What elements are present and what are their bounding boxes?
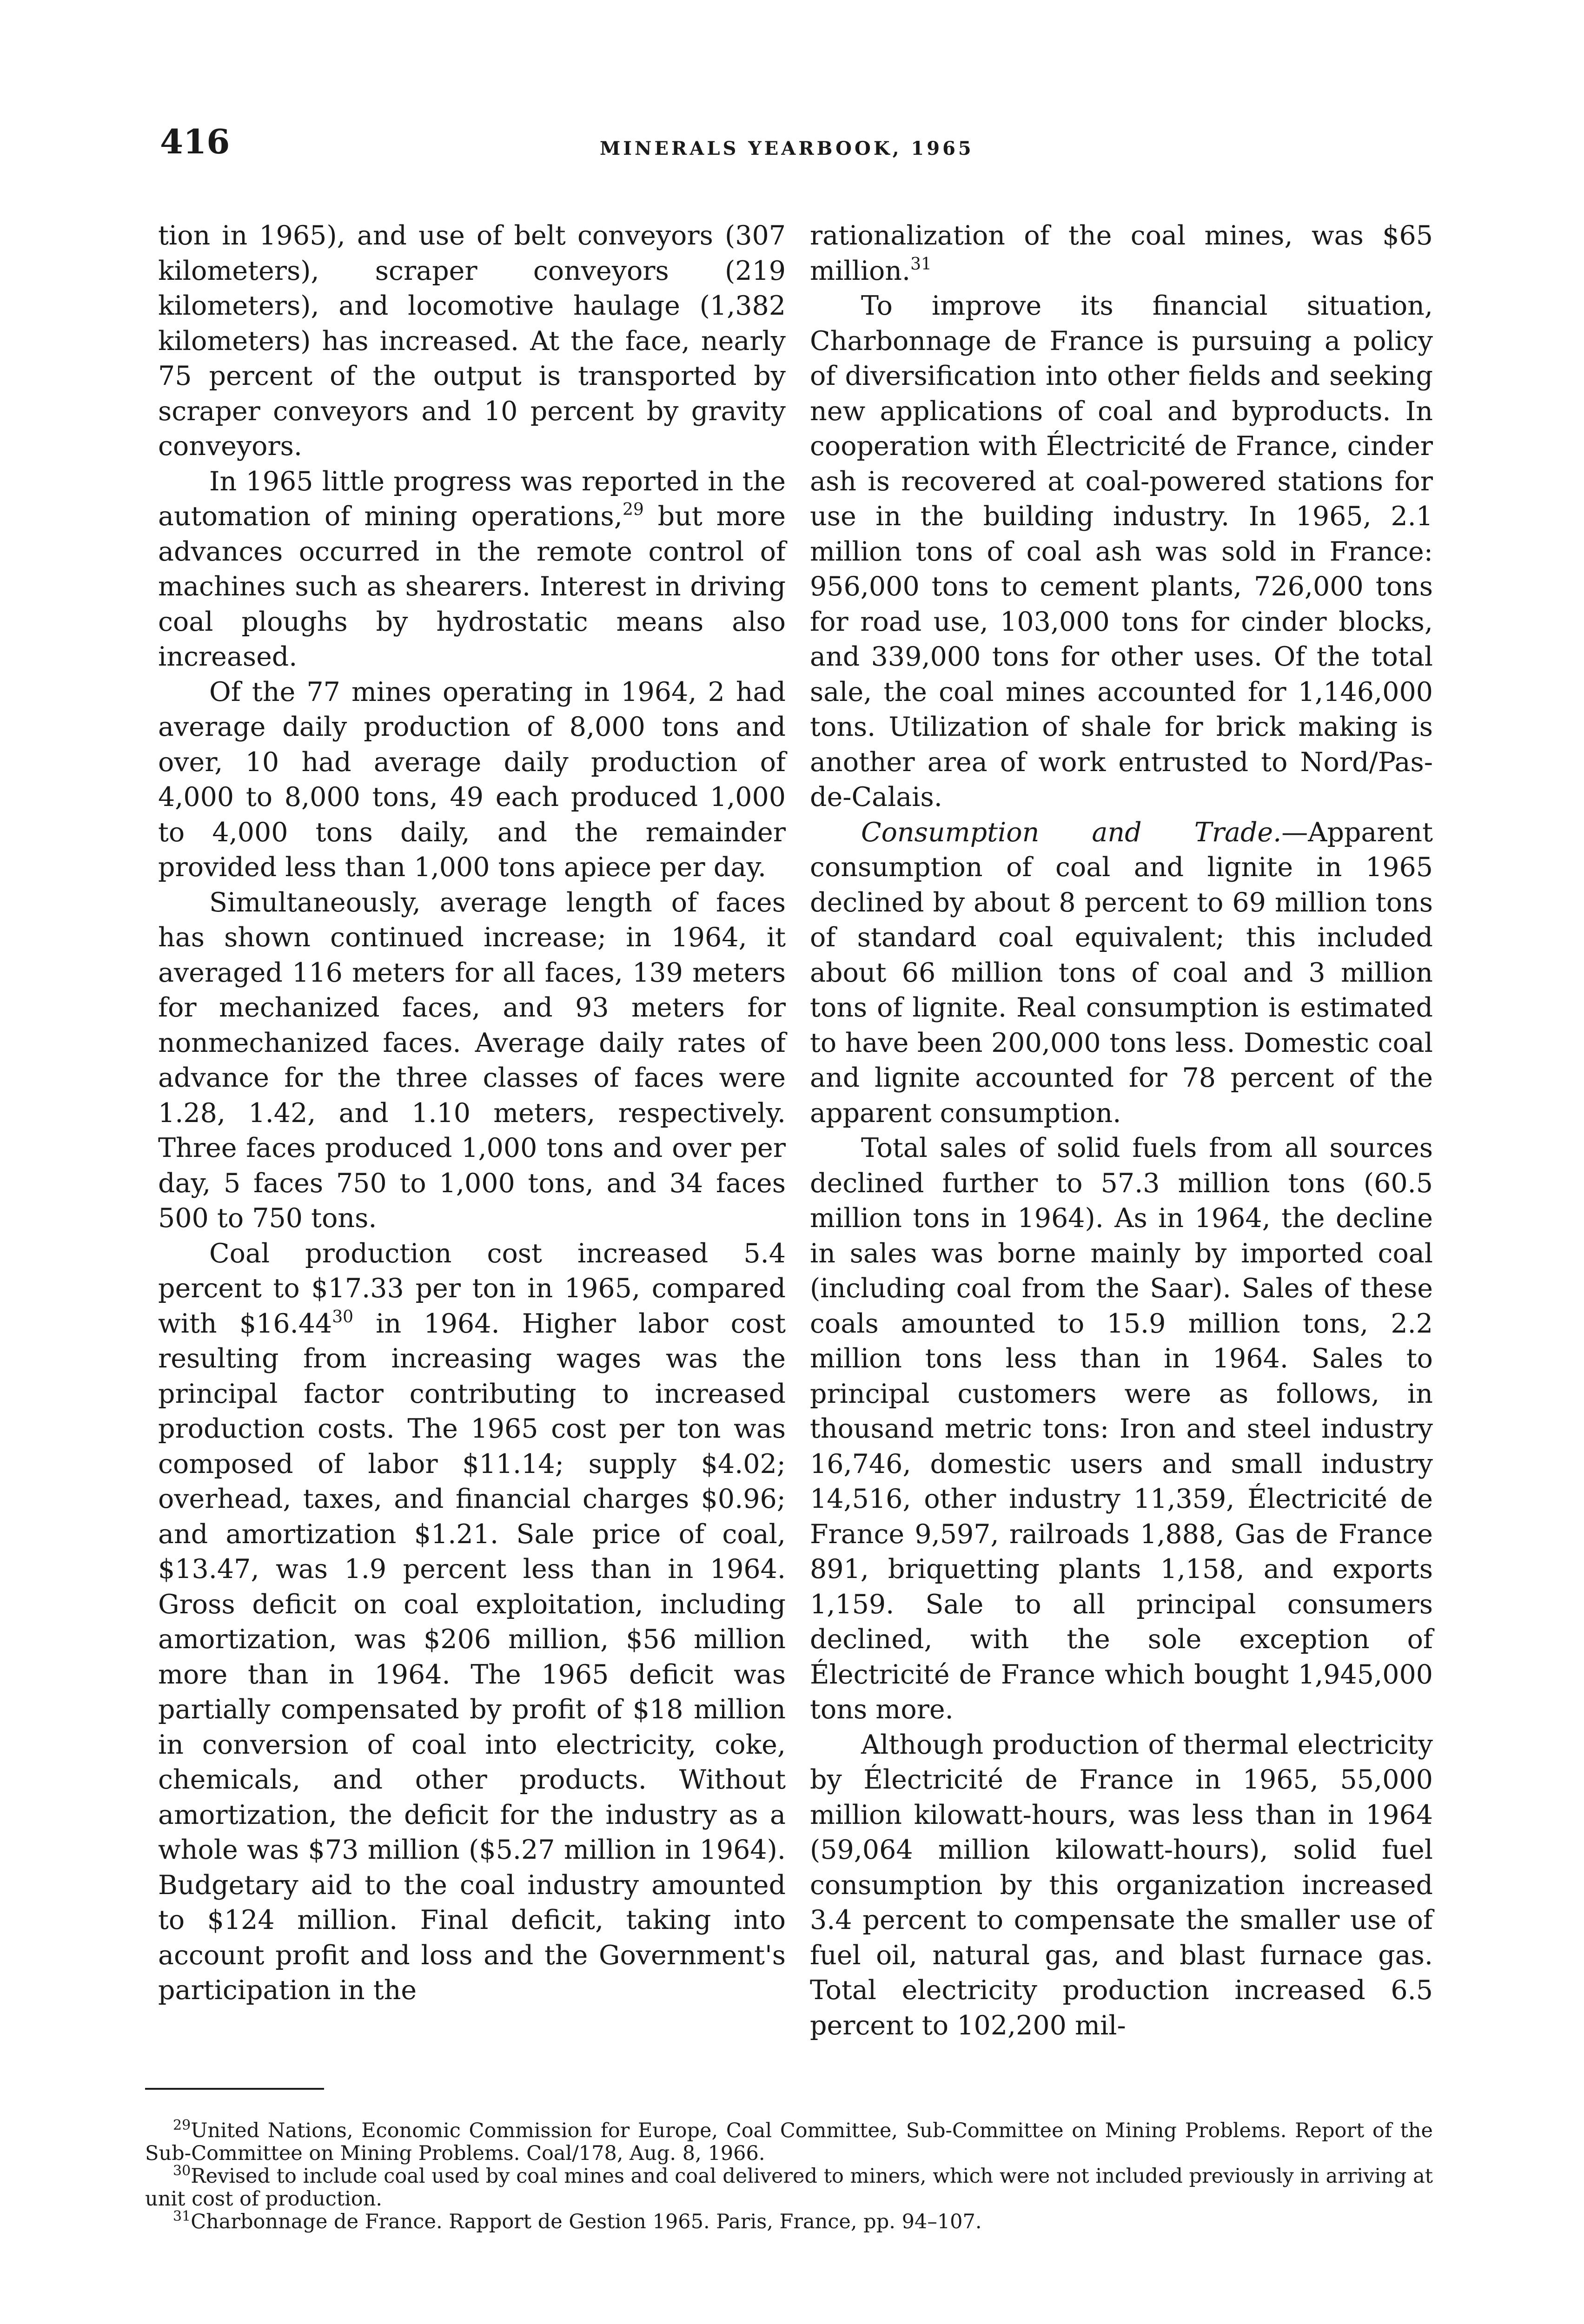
page-number: 416 [160, 122, 230, 161]
footnote-text: Charbonnage de France. Rapport de Gestion 1965. Paris, France, pp. 94–107. [191, 2210, 982, 2233]
footnotes [145, 2119, 1433, 2233]
paragraph [158, 464, 786, 675]
footnote-text: United Nations, Economic Commission for Europe, Coal Committee, Sub-Committee on Mining Problems. Report of the Sub-Committee on Mining Problems. Coal/178, Aug. 8, 1966. [145, 2119, 1433, 2165]
footnote-text: Revised to include coal used by coal mines and coal delivered to miners, which were not included previously in arriving at unit cost of production. [145, 2165, 1433, 2211]
paragraph: Although production of thermal electricity by Électricité de France in 1965, 55,000 million kilowatt-hours, was less than in 1964 (59,064 million kilowatt-hours), solid fuel consumption by this organization increased 3.4 percent to compensate the smaller use of fuel oil, natural gas, and blast furnace gas. Total electricity production increased 6.5 percent to 102,200 mil- [810, 1729, 1433, 2041]
paragraph: Total sales of solid fuels from all sources declined further to 57.3 million tons (60.5 million tons in 1964). As in 1964, the decline in sales was borne mainly by imported coal (including coal from the Saar). Sales of these coals amounted to 15.9 million tons, 2.2 million tons less than in 1964. Sales to principal customers were as follows, in thousand metric tons: Iron and steel industry 16,746, domestic users and small industry 14,516, other industry 11,359, Électricité de France 9,597, railroads 1,888, Gas de France 891, briquetting plants 1,158, and exports 1,159. Sale to all principal consumers declined, with the sole exception of Électricité de France which bought 1,945,000 tons more. [810, 1133, 1433, 1725]
section-heading: Consumption and Trade. [861, 817, 1282, 848]
paragraph: To improve its financial situation, Charbonnage de France is pursuing a policy of diversification into other fields and seeking new applications of coal and byproducts. In cooperation with Électricité de France, cinder ash is recovered at coal-powered stations for use in the building industry. In 1965, 2.1 million tons of coal ash was sold in France: 956,000 tons to cement plants, 726,000 tons for road use, 103,000 tons for cinder blocks, and 339,000 tons for other uses. Of the total sale, the coal mines accounted for 1,146,000 tons. Utilization of shale for brick making is another area of work entrusted to Nord/Pas-de-Calais. [810, 290, 1433, 812]
paragraph-text: Coal production cost increased 5.4 percent to $17.33 per ton in 1965, compared with $16.44 [158, 1238, 786, 1339]
footnote-number: 31 [173, 2208, 191, 2225]
paragraph-text: rationalization of the coal mines, was $65 million. [810, 220, 1433, 286]
paragraph [158, 1236, 786, 2008]
paragraph [810, 815, 1433, 1131]
footnote-number: 30 [173, 2163, 191, 2179]
footnote-divider [145, 2088, 324, 2090]
footnote-number: 29 [173, 2117, 191, 2133]
footnote-ref: 29 [622, 500, 644, 519]
paragraph: Of the 77 mines operating in 1964, 2 had average daily production of 8,000 tons and over, 10 had average daily production of 4,000 to 8,000 tons, 49 each produced 1,000 to 4,000 tons daily, and the remainder provided less than 1,000 tons apiece per day. [158, 676, 786, 883]
footnote [145, 2165, 1433, 2211]
paragraph-text: in 1964. Higher labor cost resulting from increasing wages was the principal factor contributing to increased production costs. The 1965 cost per ton was composed of labor $11.14; supply $4.02; overhead, taxes, and financial charges $0.96; and amortization $1.21. Sale price of coal, $13.47, was 1.9 percent less than in 1964. Gross deficit on coal exploitation, including amortization, was $206 million, $56 million more than in 1964. The 1965 deficit was partially compensated by profit of $18 million in conversion of coal into electricity, coke, chemicals, and other products. Without amortization, the deficit for the industry as a whole was $73 million ($5.27 million in 1964). Budgetary aid to the coal industry amounted to $124 million. Final deficit, taking into account profit and loss and the Government's participation in the [158, 1308, 786, 2006]
paragraph [810, 218, 1433, 289]
paragraph: Simultaneously, average length of faces has shown continued increase; in 1964, it averaged 116 meters for all faces, 139 meters for mechanized faces, and 93 meters for nonmechanized faces. Average daily rates of advance for the three classes of faces were 1.28, 1.42, and 1.10 meters, respectively. Three faces produced 1,000 tons and over per day, 5 faces 750 to 1,000 tons, and 34 faces 500 to 750 tons. [158, 887, 786, 1234]
running-head: MINERALS YEARBOOK, 1965 [600, 138, 974, 159]
footnote-ref: 30 [332, 1307, 354, 1327]
footnote [145, 2119, 1433, 2165]
paragraph: tion in 1965), and use of belt conveyors (307 kilometers), scraper conveyors (219 kilometers), and locomotive haulage (1,382 kilometers) has increased. At the face, nearly 75 percent of the output is transported by scraper conveyors and 10 percent by gravity conveyors. [158, 220, 786, 462]
paragraph-text: In 1965 little progress was reported in the automation of mining operations, [158, 466, 786, 532]
footnote [145, 2208, 1433, 2233]
right-column [810, 218, 1433, 2043]
footnote-ref: 31 [910, 254, 932, 274]
left-column [158, 218, 786, 2008]
paragraph-text: —Apparent consumption of coal and lignite in 1965 declined by about 8 percent to 69 million tons of standard coal equivalent; this included about 66 million tons of coal and 3 million tons of lignite. Real consumption is estimated to have been 200,000 tons less. Domestic coal and lignite accounted for 78 percent of the apparent consumption. [810, 817, 1433, 1129]
paragraph-text: but more advances occurred in the remote control of machines such as shearers. Interest in driving coal ploughs by hydrostatic means also increased. [158, 501, 786, 672]
